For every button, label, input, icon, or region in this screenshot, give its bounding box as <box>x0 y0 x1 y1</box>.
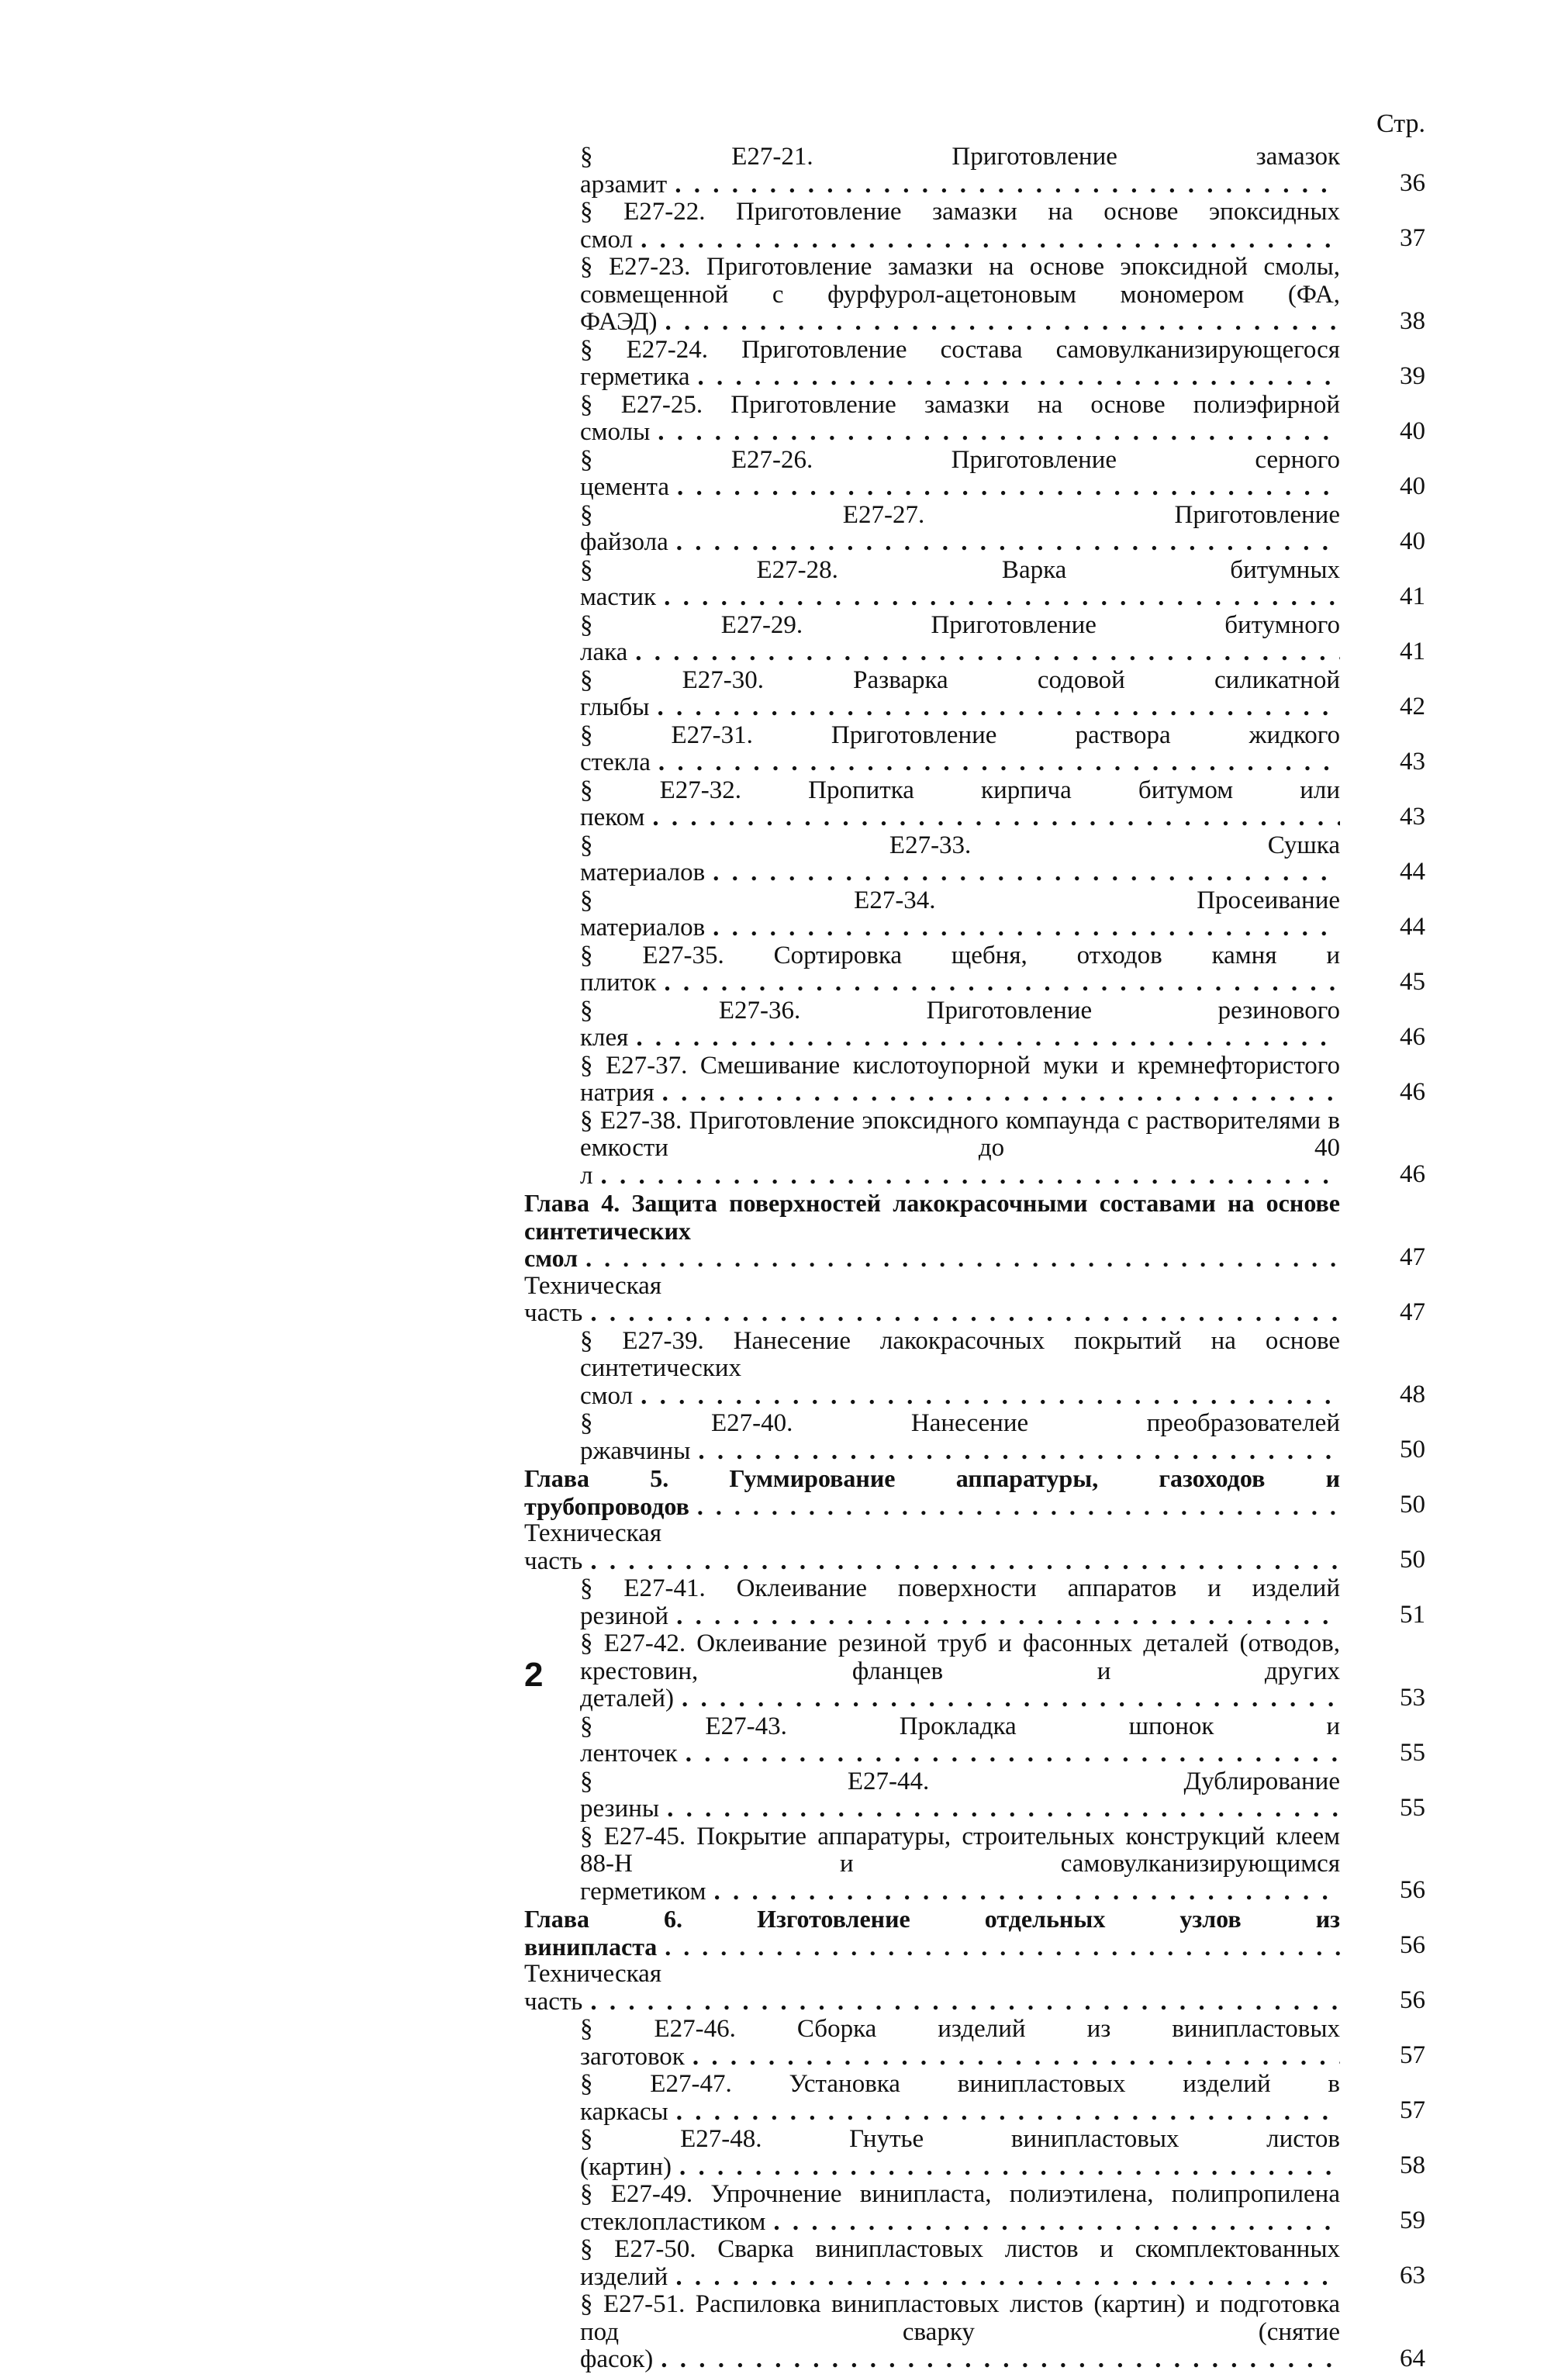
toc-entry-page-number: 43 <box>1400 802 1425 831</box>
toc-entry-title: § Е27-45. Покрытие аппаратуры, строительных конструкций клеем 88-Н и самовулканизирующимся герметиком . . . <box>580 1823 1340 1906</box>
toc-chapter-entry <box>0 1465 1568 1520</box>
toc-entry-page-number: 57 <box>1400 2096 1425 2124</box>
toc-entry-title: § Е27-25. Приготовление замазки на основе полиэфирной смолы . . . <box>580 392 1340 447</box>
toc-entry-title: § Е27-38. Приготовление эпоксидного компаунда с растворителями в емкости до 40 л . . . <box>580 1108 1340 1190</box>
toc-entry-title: § Е27-48. Гнутье винипластовых листов (картин) . . . <box>580 2126 1340 2181</box>
toc-section-entry <box>0 1630 1568 1713</box>
toc-entry-page-number: 51 <box>1400 1601 1425 1629</box>
toc-entry-title: § Е27-43. Прокладка шпонок и ленточек . . . <box>580 1713 1340 1768</box>
toc-chapter-entry <box>0 1190 1568 1273</box>
toc-entry-title: § Е27-41. Оклеивание поверхности аппаратов и изделий резиной . . . <box>580 1575 1340 1630</box>
toc-entry-title: § Е27-46. Сборка изделий из винипластовых заготовок . . . <box>580 2016 1340 2071</box>
toc-entry-title: § Е27-36. Приготовление резинового клея . . . <box>580 997 1340 1052</box>
toc-entry-title: § Е27-35. Сортировка щебня, отходов камня и плиток . . . <box>580 942 1340 997</box>
toc-entry-title: § Е27-33. Сушка материалов . . . <box>580 832 1340 887</box>
toc-entry-title: § Е27-23. Приготовление замазки на основе эпоксидной смолы, совмещенной с фурфурол-ацетоновым мономером (ФА, ФАЭД) . . . <box>580 254 1340 337</box>
toc-entry-title: § Е27-40. Нанесение преобразователей ржавчины . . . <box>580 1410 1340 1465</box>
toc-entry-title: Техническая часть . . . <box>524 1273 1340 1328</box>
toc-section-entry <box>0 557 1568 612</box>
toc-section-entry <box>0 1108 1568 1190</box>
toc-section-entry <box>0 2181 1568 2236</box>
toc-entry-title: Глава 5. Гуммирование аппаратуры, газоходов и трубопроводов . . . <box>524 1465 1340 1520</box>
toc-entry-page-number: 39 <box>1400 361 1425 390</box>
toc-entry-title: § Е27-21. Приготовление замазок арзамит . . . <box>580 143 1340 199</box>
toc-entry-page-number: 50 <box>1400 1546 1425 1574</box>
toc-entry-page-number: 40 <box>1400 527 1425 555</box>
toc-entry-page-number: 55 <box>1400 1738 1425 1767</box>
toc-entry-page-number: 64 <box>1400 2344 1425 2372</box>
toc-entry-page-number: 36 <box>1400 169 1425 197</box>
toc-entry-page-number: 47 <box>1400 1242 1425 1271</box>
toc-section-entry <box>0 1713 1568 1768</box>
toc-entry-title: § Е27-42. Оклеивание резиной труб и фасонных деталей (отводов, крестовин, фланцев и других деталей) . . . <box>580 1630 1340 1713</box>
toc-entry-page-number: 40 <box>1400 472 1425 500</box>
toc-section-entry <box>0 1328 1568 1411</box>
toc-entry-title: § Е27-29. Приготовление битумного лака . . . <box>580 612 1340 667</box>
toc-section-entry <box>0 722 1568 777</box>
toc-entry-title: § Е27-50. Сварка винипластовых листов и скомплектованных изделий . . . <box>580 2236 1340 2291</box>
toc-entry-page-number: 46 <box>1400 1160 1425 1188</box>
toc-entry-page-number: 46 <box>1400 1022 1425 1051</box>
toc-entry-page-number: 38 <box>1400 306 1425 335</box>
toc-entry-title: § Е27-30. Разварка содовой силикатной глыбы . . . <box>580 667 1340 722</box>
toc-entry-title: § Е27-39. Нанесение лакокрасочных покрытий на основе синтетических смол . . . <box>580 1328 1340 1411</box>
toc-entry-page-number: 47 <box>1400 1298 1425 1326</box>
toc-entry-title: § Е27-31. Приготовление раствора жидкого стекла . . . <box>580 722 1340 777</box>
toc-section-entry <box>0 1052 1568 1108</box>
page-number: 2 <box>524 1656 544 1694</box>
toc-section-entry <box>0 447 1568 502</box>
toc-entry-page-number: 44 <box>1400 912 1425 941</box>
toc-section-entry <box>0 942 1568 997</box>
toc-section-entry <box>0 2016 1568 2071</box>
toc-entry-page-number: 42 <box>1400 692 1425 720</box>
toc-entry-title: § Е27-44. Дублирование резины . . . <box>580 1768 1340 1823</box>
toc-entry-page-number: 59 <box>1400 2206 1425 2234</box>
toc-section-entry <box>0 887 1568 942</box>
toc-entry-page-number: 56 <box>1400 1931 1425 1959</box>
toc-section-entry <box>0 502 1568 557</box>
toc-entry-title: § Е27-26. Приготовление серного цемента . . . <box>580 447 1340 502</box>
toc-entry-page-number: 41 <box>1400 637 1425 665</box>
toc-section-entry <box>0 2291 1568 2374</box>
toc-entry-title: § Е27-24. Приготовление состава самовулканизирующегося герметика . . . <box>580 337 1340 392</box>
toc-entry-page-number: 53 <box>1400 1683 1425 1712</box>
toc-section-entry <box>0 1768 1568 1823</box>
toc-entry-title: § Е27-28. Варка битумных мастик . . . <box>580 557 1340 612</box>
toc-section-entry <box>0 1575 1568 1630</box>
toc-entry-page-number: 63 <box>1400 2262 1425 2289</box>
toc-entry-page-number: 41 <box>1400 582 1425 610</box>
toc-entry-title: § Е27-27. Приготовление файзола . . . <box>580 502 1340 557</box>
toc-entry-title: § Е27-37. Смешивание кислотоупорной муки и кремнефтористого натрия . . . <box>580 1052 1340 1108</box>
toc-section-entry <box>0 1410 1568 1465</box>
toc-entry-page-number: 44 <box>1400 857 1425 886</box>
toc-entry-title: § Е27-49. Упрочнение винипласта, полиэтилена, полипропилена стеклопластиком . . . <box>580 2181 1340 2236</box>
toc-section-entry <box>0 777 1568 832</box>
toc-entry-page-number: 43 <box>1400 747 1425 776</box>
toc-entry-page-number: 37 <box>1400 224 1425 252</box>
toc-entry-page-number: 46 <box>1400 1077 1425 1106</box>
toc-section-entry <box>0 337 1568 392</box>
toc-entry-page-number: 55 <box>1400 1793 1425 1822</box>
toc-section-entry <box>0 2126 1568 2181</box>
toc-entry-page-number: 56 <box>1400 1876 1425 1904</box>
toc-section-entry <box>0 254 1568 337</box>
toc-section-entry <box>0 612 1568 667</box>
toc-section-entry <box>0 997 1568 1052</box>
toc-entry-title: § Е27-32. Пропитка кирпича битумом или пеком . . . <box>580 777 1340 832</box>
toc-entry-page-number: 48 <box>1400 1381 1425 1408</box>
toc-section-entry <box>0 2071 1568 2126</box>
page-column-header: Стр. <box>1376 109 1425 138</box>
toc-entry-page-number: 50 <box>1400 1436 1425 1463</box>
toc-entry-page-number: 56 <box>1400 1986 1425 2014</box>
toc-subheading-entry <box>0 1520 1568 1575</box>
toc-section-entry <box>0 1823 1568 1906</box>
toc-entry-page-number: 57 <box>1400 2041 1425 2069</box>
toc-section-entry <box>0 832 1568 887</box>
toc-entry-title: § Е27-51. Распиловка винипластовых листов (картин) и подготовка под сварку (снятие фасок) . . . <box>580 2291 1340 2374</box>
toc-section-entry <box>0 667 1568 722</box>
toc-entry-title: Глава 6. Изготовление отдельных узлов из винипласта . . . <box>524 1906 1340 1961</box>
toc-entry-title: § Е27-34. Просеивание материалов . . . <box>580 887 1340 942</box>
toc-entry-page-number: 45 <box>1400 967 1425 996</box>
toc-section-entry <box>0 2236 1568 2291</box>
toc-entry-title: Техническая часть . . . <box>524 1520 1340 1575</box>
toc-subheading-entry <box>0 1273 1568 1328</box>
toc-chapter-entry <box>0 1906 1568 1961</box>
toc-entry-page-number: 40 <box>1400 416 1425 445</box>
toc-entry-title: § Е27-47. Установка винипластовых изделий в каркасы . . . <box>580 2071 1340 2126</box>
toc-entry-title: § Е27-22. Приготовление замазки на основе эпоксидных смол . . . <box>580 199 1340 254</box>
toc-section-entry <box>0 143 1568 199</box>
toc-entry-page-number: 58 <box>1400 2151 1425 2179</box>
table-of-contents <box>0 143 1568 2374</box>
toc-entry-page-number: 50 <box>1400 1491 1425 1519</box>
toc-entry-title: Техническая часть . . . <box>524 1961 1340 2016</box>
toc-entry-title: Глава 4. Защита поверхностей лакокрасочными составами на основе синтетических смол . . . <box>524 1190 1340 1273</box>
toc-subheading-entry <box>0 1961 1568 2016</box>
toc-section-entry <box>0 199 1568 254</box>
toc-section-entry <box>0 392 1568 447</box>
